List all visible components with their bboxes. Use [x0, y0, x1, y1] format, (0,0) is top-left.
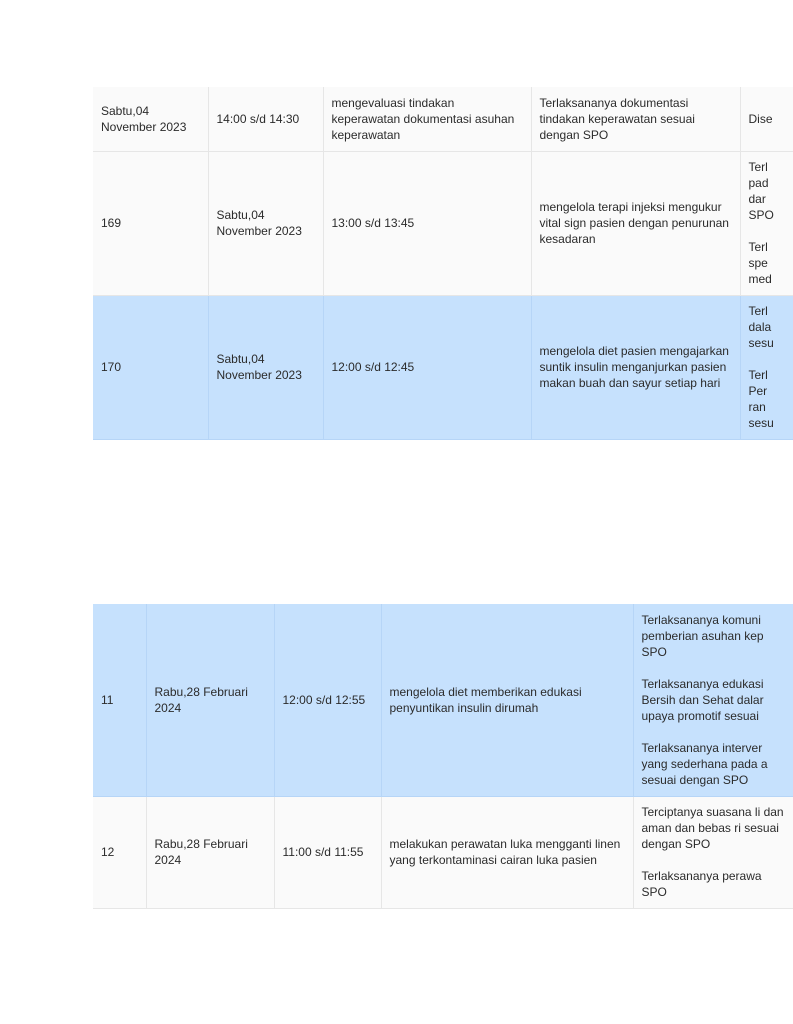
table-row-highlighted: [93, 604, 793, 796]
cell-outcome: [633, 796, 793, 908]
activity-table-top: [93, 87, 793, 440]
cell-time: 11:00 s/d 11:55: [274, 796, 381, 908]
cell-activity: melakukan perawatan luka mengganti linen yang terkontaminasi cairan luka pasien: [381, 796, 633, 908]
table-row: [93, 87, 793, 151]
outcome-line: Terlaksananya edukasi Bersih dan Sehat dalar upaya promotif sesuai: [641, 676, 764, 723]
cell-no: 12: [93, 796, 146, 908]
cell-date: Sabtu,04 November 2023: [208, 151, 323, 295]
cell-time: 12:00 s/d 12:55: [274, 604, 381, 796]
cell-date: Rabu,28 Februari 2024: [146, 604, 274, 796]
cell-no: 169: [93, 151, 208, 295]
activity-table-bottom: [93, 604, 793, 909]
cell-activity: mengelola diet memberikan edukasi penyuntikan insulin dirumah: [381, 604, 633, 796]
cell-date: Sabtu,04 November 2023: [208, 295, 323, 439]
cell-time: 12:00 s/d 12:45: [323, 295, 531, 439]
cell-time: 14:00 s/d 14:30: [208, 87, 323, 151]
cell-activity: mengelola terapi injeksi mengukur vital sign pasien dengan penurunan kesadaran: [531, 151, 740, 295]
outcome-line: Terciptanya suasana li dan aman dan bebas ri sesuai dengan SPO: [641, 805, 784, 851]
cell-activity: mengelola diet pasien mengajarkan suntik insulin menganjurkan pasien makan buah dan sayur setiap hari: [531, 295, 740, 439]
cell-activity: mengevaluasi tindakan keperawatan dokumentasi asuhan keperawatan: [323, 87, 531, 151]
cell-date: Sabtu,04 November 2023: [93, 87, 208, 151]
cell-truncated: [740, 87, 793, 151]
outcome-line: Terl spe med: [748, 240, 772, 286]
outcome-line: Dise: [748, 111, 773, 126]
outcome-line: Terlaksananya perawa SPO: [641, 869, 762, 899]
cell-outcome: [740, 295, 793, 439]
outcome-line: Terl Per ran sesu: [748, 368, 774, 430]
cell-outcome: [633, 604, 793, 796]
cell-outcome: [740, 151, 793, 295]
cell-no: 11: [93, 604, 146, 796]
table-row: [93, 151, 793, 295]
table-row-highlighted: [93, 295, 793, 439]
outcome-line: Terlaksananya interver yang sederhana pada a sesuai dengan SPO: [641, 740, 768, 787]
outcome-line: Terl dala sesu: [748, 304, 774, 350]
cell-date: Rabu,28 Februari 2024: [146, 796, 274, 908]
outcome-line: Terlaksananya komuni pemberian asuhan kep SPO: [641, 612, 764, 659]
outcome-line: Terl pad dar SPO: [748, 160, 774, 222]
table-row: [93, 796, 793, 908]
cell-no: 170: [93, 295, 208, 439]
cell-outcome: Terlaksananya dokumentasi tindakan keperawatan sesuai dengan SPO: [531, 87, 740, 151]
cell-time: 13:00 s/d 13:45: [323, 151, 531, 295]
